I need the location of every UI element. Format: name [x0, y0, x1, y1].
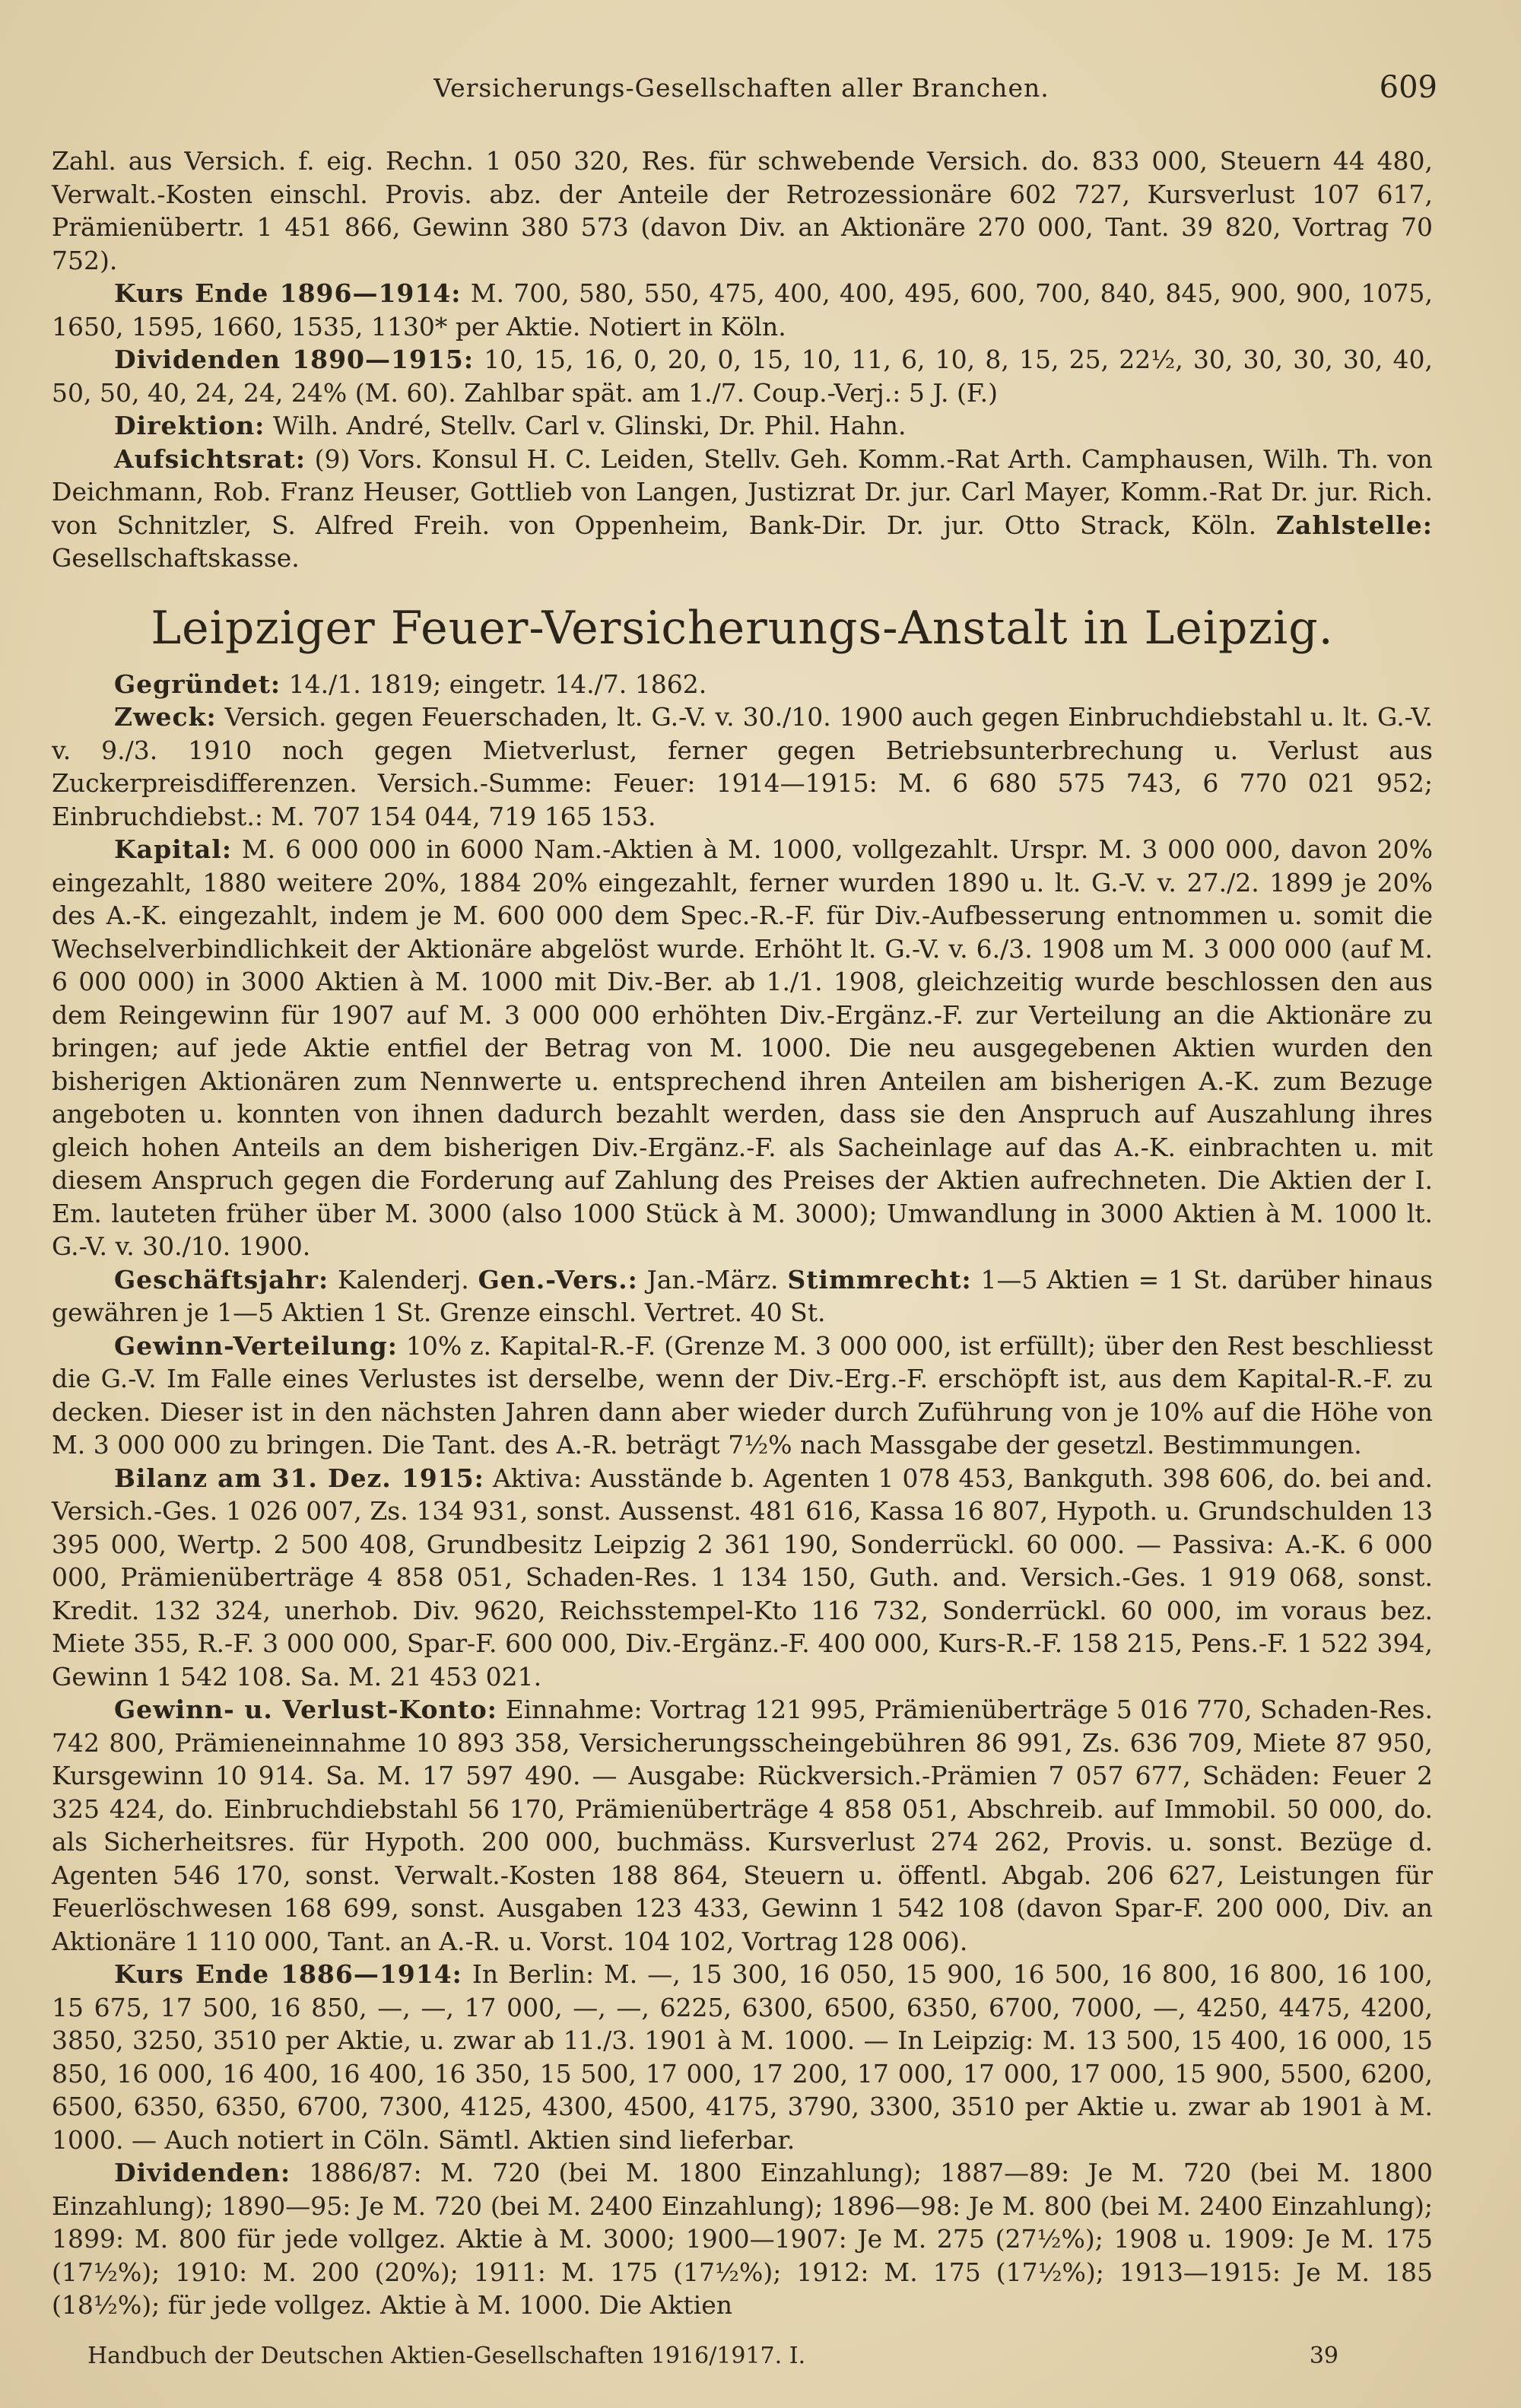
prev-aufsichtsrat-paragraph	[52, 443, 1433, 575]
kurs-paragraph	[52, 1958, 1433, 2156]
running-title: Versicherungs-Gesellschaften aller Branchen.	[433, 73, 1049, 103]
gewinn-verteilung-paragraph	[52, 1329, 1433, 1462]
stimmrecht-label: Stimmrecht:	[787, 1264, 972, 1295]
gewinn-verlust-text: Einnahme: Vortrag 121 995, Prämienüberträge 5 016 770, Schaden-Res. 742 800, Prämieneinnahme 10 893 358, Versicherungsscheingebühren 86 991, Zs. 636 709, Miete 87 950, Kursgewinn 10 914. Sa. M. 17 597 490. — Ausgabe: Rückversich.-Prämien 7 057 677, Schäden: Feuer 2 325 424, do. Einbruchdiebstahl 56 170, Prämienüberträge 4 858 051, Abschreib. auf Immobil. 50 000, do. als Sicherheitsres. für Hypoth. 200 000, buchmäss. Kursverlust 274 262, Provis. u. sonst. Bezüge d. Agenten 546 170, sonst. Verwalt.-Kosten 188 864, Steuern u. öffentl. Abgab. 206 627, Leistungen für Feuerlöschwesen 168 699, sonst. Ausgaben 123 433, Gewinn 1 542 108 (davon Spar-F. 200 000, Div. an Aktionäre 1 110 000, Tant. an A.-R. u. Vorst. 104 102, Vortrag 128 006).	[52, 1695, 1433, 1956]
gewinn-verlust-label: Gewinn- u. Verlust-Konto:	[114, 1695, 497, 1724]
gewinn-verteilung-text: 10% z. Kapital-R.-F. (Grenze M. 3 000 000, ist erfüllt); über den Rest beschliesst die G.-V. Im Falle eines Verlustes ist derselbe, wenn der Div.-Erg.-F. erschöpft ist, aus dem Kapital-R.-F. zu decken. Dieser ist in den nächsten Jahren dann aber wieder durch Zuführung von je 10% auf die Höhe von M. 3 000 000 zu bringen. Die Tant. des A.-R. beträgt 7½% nach Massgabe der gesetzl. Bestimmungen.	[52, 1330, 1433, 1460]
footer-signature: 39	[1309, 2343, 1338, 2369]
footer-source: Handbuch der Deutschen Aktien-Gesellschaften 1916/1917. I.	[87, 2343, 806, 2369]
prev-zahlstelle-text: Gesellschaftskasse.	[52, 543, 300, 573]
kurs-text: In Berlin: M. —, 15 300, 16 050, 15 900, 16 500, 16 800, 16 800, 16 100, 15 675, 17 500, 16 850, —, —, 17 000, —, —, 6225, 6300, 6500, 6350, 6700, 7000, —, 4250, 4475, 4200, 3850, 3250, 3510 per Aktie, u. zwar ab 11./3. 1901 à M. 1000. — In Leipzig: M. 13 500, 15 400, 16 000, 15 850, 16 000, 16 400, 16 400, 16 350, 15 500, 17 000, 17 200, 17 000, 17 000, 17 000, 15 900, 5500, 6200, 6500, 6350, 6350, 6700, 7300, 4125, 4300, 4500, 4175, 3790, 3300, 3510 per Aktie u. zwar ab 1901 à M. 1000. — Auch notiert in Cöln. Sämtl. Aktien sind lieferbar.	[52, 1959, 1433, 2155]
dividenden-text: 1886/87: M. 720 (bei M. 1800 Einzahlung); 1887—89: Je M. 720 (bei M. 1800 Einzahlung); 1890—95: Je M. 720 (bei M. 2400 Einzahlung); 1896—98: Je M. 800 (bei M. 2400 Einzahlung); 1899: M. 800 für jede vollgez. Aktie à M. 3000; 1900—1907: Je M. 275 (27½%); 1908 u. 1909: Je M. 175 (17½%); 1910: M. 200 (20%); 1911: M. 175 (17½%); 1912: M. 175 (17½%); 1913—1915: Je M. 185 (18½%); für jede vollgez. Aktie à M. 1000. Die Aktien	[52, 2158, 1433, 2320]
prev-direktion-label: Direktion:	[114, 411, 265, 440]
gewinn-verlust-paragraph	[52, 1693, 1433, 1958]
zweck-paragraph	[52, 700, 1433, 833]
prev-dividenden-label: Dividenden 1890—1915:	[114, 345, 475, 374]
prev-zahlstelle-label: Zahlstelle:	[1275, 510, 1433, 540]
prev-kurs-label: Kurs Ende 1896—1914:	[114, 278, 462, 308]
prev-dividenden-paragraph	[52, 343, 1433, 409]
geschaeftsjahr-label: Geschäftsjahr:	[114, 1264, 329, 1295]
company-heading: Leipziger Feuer-Versicherungs-Anstalt in Leipzig.	[151, 601, 1334, 655]
page-number: 609	[1379, 70, 1437, 105]
geschaeftsjahr-paragraph	[52, 1263, 1433, 1329]
kapital-paragraph	[52, 833, 1433, 1263]
gen-vers-text: Jan.-März.	[646, 1264, 779, 1295]
dividenden-paragraph	[52, 2156, 1433, 2322]
gegruendet-text: 14./1. 1819; eingetr. 14./7. 1862.	[288, 669, 707, 699]
stimmrecht-text: 1—5 Aktien = 1 St. darüber hinaus gewähren je 1—5 Aktien 1 St. Grenze einschl. Vertret. 40 St.	[52, 1264, 1434, 1327]
zweck-label: Zweck:	[114, 702, 217, 732]
prev-kurs-paragraph	[52, 277, 1433, 343]
prev-kurs-text: M. 700, 580, 550, 475, 400, 400, 495, 600, 700, 840, 845, 900, 900, 1075, 1650, 1595, 1660, 1535, 1130* per Aktie. Notiert in Köln.	[52, 278, 1433, 342]
prev-direktion-text: Wilh. André, Stellv. Carl v. Glinski, Dr. Phil. Hahn.	[272, 411, 907, 440]
kurs-label: Kurs Ende 1886—1914:	[114, 1959, 462, 1989]
running-header	[46, 70, 1437, 111]
prev-direktion-paragraph	[52, 409, 1433, 443]
prev-aufsichtsrat-text: (9) Vors. Konsul H. C. Leiden, Stellv. Geh. Komm.-Rat Arth. Camphausen, Wilh. Th. von Deichmann, Rob. Franz Heuser, Gottlieb von Langen, Justizrat Dr. jur. Carl Mayer, Komm.-Rat Dr. jur. Rich. von Schnitzler, S. Alfred Freih. von Oppenheim, Bank-Dir. Dr. jur. Otto Strack, Köln.	[52, 443, 1434, 540]
gegruendet-paragraph	[52, 668, 1433, 701]
gegruendet-label: Gegründet:	[114, 669, 281, 699]
prev-entry-continuation: Zahl. aus Versich. f. eig. Rechn. 1 050 320, Res. für schwebende Versich. do. 833 000, Steuern 44 480, Verwalt.-Kosten einschl. Provis. abz. der Anteile der Retrozessionäre 602 727, Kursverlust 107 617, Prämienübertr. 1 451 866, Gewinn 380 573 (davon Div. an Aktionäre 270 000, Tant. 39 820, Vortrag 70 752).	[52, 146, 1433, 275]
bilanz-label: Bilanz am 31. Dez. 1915:	[114, 1463, 484, 1493]
page-body	[52, 145, 1433, 2322]
kapital-label: Kapital:	[114, 834, 233, 864]
geschaeftsjahr-text: Kalenderj.	[337, 1264, 469, 1295]
zweck-text: Versich. gegen Feuerschaden, lt. G.-V. v. 30./10. 1900 auch gegen Einbruchdiebstahl u. lt. G.-V. v. 9./3. 1910 noch gegen Mietverlust, ferner gegen Betriebsunterbrechung u. Verlust aus Zuckerpreisdifferenzen. Versich.-Summe: Feuer: 1914—1915: M. 6 680 575 743, 6 770 021 952; Einbruchdiebst.: M. 707 154 044, 719 165 153.	[52, 702, 1433, 831]
prev-dividenden-text: 10, 15, 16, 0, 20, 0, 15, 10, 11, 6, 10, 8, 15, 25, 22½, 30, 30, 30, 30, 40, 50, 50, 40, 24, 24, 24% (M. 60). Zahlbar spät. am 1./7. Coup.-Verj.: 5 J. (F.)	[52, 345, 1433, 408]
bilanz-paragraph	[52, 1462, 1433, 1694]
prev-aufsichtsrat-label: Aufsichtsrat:	[114, 443, 306, 474]
bilanz-text: Aktiva: Ausstände b. Agenten 1 078 453, Bankguth. 398 606, do. bei and. Versich.-Ges. 1 026 007, Zs. 134 931, sonst. Aussenst. 481 616, Kassa 16 807, Hypoth. u. Grundschulden 13 395 000, Wertp. 2 500 408, Grundbesitz Leipzig 2 361 190, Sonderrückl. 60 000. — Passiva: A.-K. 6 000 000, Prämienüberträge 4 858 051, Schaden-Res. 1 134 150, Guth. and. Versich.-Ges. 1 919 068, sonst. Kredit. 132 324, unerhob. Div. 9620, Reichsstempel-Kto 116 732, Sonderrückl. 60 000, im voraus bez. Miete 355, R.-F. 3 000 000, Spar-F. 600 000, Div.-Ergänz.-F. 400 000, Kurs-R.-F. 158 215, Pens.-F. 1 522 394, Gewinn 1 542 108. Sa. M. 21 453 021.	[52, 1463, 1433, 1692]
gewinn-verteilung-label: Gewinn-Verteilung:	[114, 1330, 398, 1361]
dividenden-label: Dividenden:	[114, 2158, 291, 2187]
gen-vers-label: Gen.-Vers.:	[478, 1264, 638, 1295]
kapital-text: M. 6 000 000 in 6000 Nam.-Aktien à M. 1000, vollgezahlt. Urspr. M. 3 000 000, davon 20% eingezahlt, 1880 weitere 20%, 1884 20% eingezahlt, ferner wurden 1890 u. lt. G.-V. v. 27./2. 1899 je 20% des A.-K. eingezahlt, indem je M. 600 000 dem Spec.-R.-F. für Div.-Aufbesserung entnommen u. somit die Wechselverbindlichkeit der Aktionäre abgelöst wurde. Erhöht lt. G.-V. v. 6./3. 1908 um M. 3 000 000 (auf M. 6 000 000) in 3000 Aktien à M. 1000 mit Div.-Ber. ab 1./1. 1908, gleichzeitig wurde beschlossen den aus dem Reingewinn für 1907 auf M. 3 000 000 erhöhten Div.-Ergänz.-F. zur Verteilung an die Aktionäre zu bringen; auf jede Aktie entfiel der Betrag von M. 1000. Die neu ausgegebenen Aktien wurden den bisherigen Aktionären zum Nennwerte u. entsprechend ihren Anteilen am bisherigen A.-K. zum Bezuge angeboten u. konnten von ihnen dadurch bezahlt werden, dass sie den Anspruch auf Auszahlung ihres gleich hohen Anteils an dem bisherigen Div.-Ergänz.-F. als Sacheinlage auf das A.-K. einbrachten u. mit diesem Anspruch gegen die Forderung auf Zahlung des Preises der Aktien aufrechneten. Die Aktien der I. Em. lauteten früher über M. 3000 (also 1000 Stück à M. 3000); Umwandlung in 3000 Aktien à M. 1000 lt. G.-V. v. 30./10. 1900.	[52, 834, 1433, 1261]
